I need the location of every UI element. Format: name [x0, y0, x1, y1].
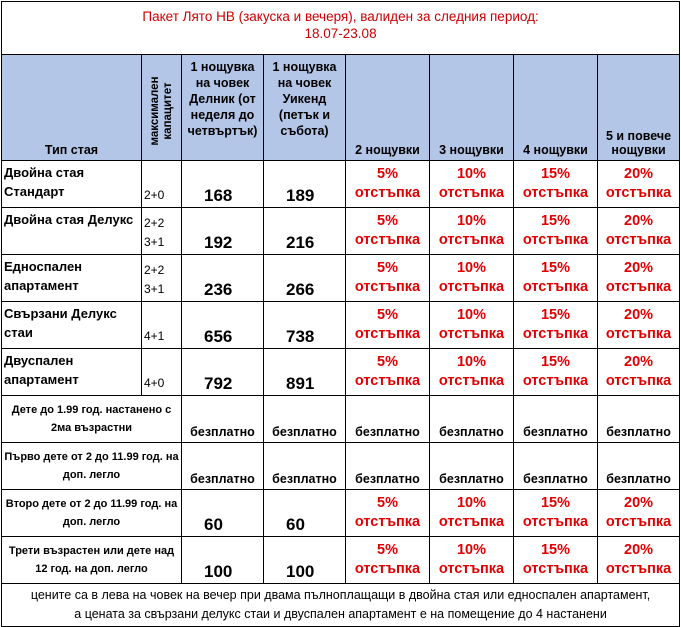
discount-percent: 10%	[456, 166, 487, 182]
footer-line-2: а цената за свързани делукс стаи и двуспален апартамент е на помещение до 4 настанени	[74, 607, 607, 621]
room-name: Двойна стая Стандарт	[2, 161, 142, 208]
discount-2-nights	[346, 161, 430, 208]
room-name: Двойна стая Делукс	[2, 208, 142, 255]
free-price: безплатно	[346, 443, 430, 490]
price-table	[1, 1, 680, 627]
weekend-price: 266	[264, 255, 346, 302]
discount-percent: 15%	[540, 213, 571, 229]
discount-percent: 15%	[540, 495, 571, 511]
discount-label: отстъпка	[354, 185, 421, 201]
weekend-price: 891	[264, 349, 346, 396]
discount-3-nights	[430, 349, 514, 396]
weekday-price: 100	[182, 537, 264, 584]
discount-percent: 10%	[456, 542, 487, 558]
header-row	[2, 55, 680, 161]
header-weekend: 1 нощувка на човек Уикенд (петък и събота)	[264, 55, 346, 161]
header-weekday: 1 нощувка на човек Делник (от неделя до четвъртък)	[182, 55, 264, 161]
capacity-value: 2+2	[144, 263, 165, 277]
discount-percent: 15%	[540, 166, 571, 182]
room-name: Свързани Делукс стаи	[2, 302, 142, 349]
weekday-price: 60	[182, 490, 264, 537]
discount-percent: 15%	[540, 542, 571, 558]
discount-label: отстъпка	[354, 279, 421, 295]
discount-label: отстъпка	[354, 232, 421, 248]
discount-percent: 10%	[456, 260, 487, 276]
header-max-capacity	[142, 55, 182, 161]
title-line-2: 18.07-23.08	[304, 26, 377, 41]
discount-percent: 20%	[624, 166, 654, 182]
discount-3-nights	[430, 161, 514, 208]
child-row	[2, 443, 680, 490]
free-price: безплатно	[182, 443, 264, 490]
header-max-capacity-line-2: капацитет	[161, 82, 174, 140]
discount-5-plus-nights	[598, 255, 680, 302]
discount-2-nights	[346, 349, 430, 396]
weekday-price: 236	[182, 255, 264, 302]
capacity-value: 3+1	[144, 235, 165, 249]
discount-label: отстъпка	[605, 373, 672, 389]
room-row	[2, 208, 680, 255]
discount-2-nights	[346, 255, 430, 302]
discount-2-nights	[346, 208, 430, 255]
discount-label: отстъпка	[605, 514, 672, 530]
discount-percent: 20%	[624, 213, 654, 229]
free-price: безплатно	[598, 443, 680, 490]
discount-5-plus-nights	[598, 490, 680, 537]
discount-label: отстъпка	[522, 232, 589, 248]
weekday-price: 168	[182, 161, 264, 208]
weekend-price: 189	[264, 161, 346, 208]
room-row	[2, 255, 680, 302]
discount-label: отстъпка	[605, 279, 672, 295]
discount-label: отстъпка	[605, 232, 672, 248]
header-4-nights: 4 нощувки	[514, 55, 598, 161]
discount-percent: 5%	[377, 354, 398, 370]
discount-label: отстъпка	[438, 514, 505, 530]
capacity-value: 2+2	[144, 216, 165, 230]
child-category: Второ дете от 2 до 11.99 год. на доп. легло	[2, 490, 182, 537]
discount-percent: 10%	[456, 495, 487, 511]
room-row	[2, 161, 680, 208]
discount-2-nights	[346, 537, 430, 584]
capacity-value: 4+0	[144, 376, 165, 390]
discount-percent: 20%	[624, 260, 654, 276]
header-2-nights: 2 нощувки	[346, 55, 430, 161]
weekend-price: 216	[264, 208, 346, 255]
discount-5-plus-nights	[598, 537, 680, 584]
title-row	[2, 2, 680, 55]
discount-5-plus-nights	[598, 161, 680, 208]
room-row	[2, 302, 680, 349]
weekend-price: 60	[264, 490, 346, 537]
weekday-price: 192	[182, 208, 264, 255]
discount-percent: 20%	[624, 495, 654, 511]
child-category: Трети възрастен или дете над 12 год. на доп. легло	[2, 537, 182, 584]
title-line-1: Пакет Лято НВ (закуска и вечеря), валиден за следния период:	[142, 9, 539, 24]
weekday-price: 656	[182, 302, 264, 349]
discount-percent: 10%	[456, 354, 487, 370]
discount-4-nights	[514, 302, 598, 349]
discount-4-nights	[514, 208, 598, 255]
discount-percent: 5%	[377, 495, 398, 511]
free-price: безплатно	[598, 396, 680, 443]
discount-label: отстъпка	[354, 561, 421, 577]
discount-4-nights	[514, 537, 598, 584]
discount-label: отстъпка	[522, 561, 589, 577]
discount-label: отстъпка	[354, 326, 421, 342]
free-price: безплатно	[430, 443, 514, 490]
discount-label: отстъпка	[522, 373, 589, 389]
table-title	[2, 2, 680, 55]
free-price: безплатно	[430, 396, 514, 443]
discount-2-nights	[346, 302, 430, 349]
discount-label: отстъпка	[605, 185, 672, 201]
room-capacity	[142, 349, 182, 396]
footer-note	[2, 584, 680, 627]
free-price: безплатно	[182, 396, 264, 443]
discount-label: отстъпка	[522, 326, 589, 342]
discount-4-nights	[514, 255, 598, 302]
discount-label: отстъпка	[438, 326, 505, 342]
free-price: безплатно	[514, 396, 598, 443]
discount-percent: 15%	[540, 354, 571, 370]
discount-5-plus-nights	[598, 349, 680, 396]
header-5-plus-nights: 5 и повече нощувки	[598, 55, 680, 161]
capacity-value: 4+1	[144, 329, 165, 343]
weekend-price: 100	[264, 537, 346, 584]
discount-label: отстъпка	[438, 373, 505, 389]
discount-5-plus-nights	[598, 208, 680, 255]
header-max-capacity-line-1: максимален	[148, 76, 161, 146]
free-price: безплатно	[346, 396, 430, 443]
discount-label: отстъпка	[605, 561, 672, 577]
room-name: Едноспален апартамент	[2, 255, 142, 302]
discount-percent: 5%	[377, 213, 398, 229]
weekday-price: 792	[182, 349, 264, 396]
discount-5-plus-nights	[598, 302, 680, 349]
room-capacity	[142, 208, 182, 255]
discount-4-nights	[514, 349, 598, 396]
discount-percent: 20%	[624, 542, 654, 558]
room-capacity	[142, 255, 182, 302]
room-name: Двуспален апартамент	[2, 349, 142, 396]
header-room-type: Тип стая	[2, 55, 142, 161]
discount-percent: 15%	[540, 307, 571, 323]
discount-label: отстъпка	[354, 514, 421, 530]
discount-percent: 5%	[377, 260, 398, 276]
discount-percent: 5%	[377, 307, 398, 323]
free-price: безплатно	[264, 396, 346, 443]
discount-4-nights	[514, 490, 598, 537]
child-category: Първо дете от 2 до 11.99 год. на доп. легло	[2, 443, 182, 490]
weekend-price: 738	[264, 302, 346, 349]
capacity-value: 3+1	[144, 282, 165, 296]
discount-label: отстъпка	[605, 326, 672, 342]
child-category: Дете до 1.99 год. настанено с 2ма възрастни	[2, 396, 182, 443]
footer-row	[2, 584, 680, 627]
discount-4-nights	[514, 161, 598, 208]
child-row	[2, 537, 680, 584]
room-capacity	[142, 302, 182, 349]
discount-percent: 15%	[540, 260, 571, 276]
header-3-nights: 3 нощувки	[430, 55, 514, 161]
discount-percent: 20%	[624, 307, 654, 323]
discount-3-nights	[430, 490, 514, 537]
discount-3-nights	[430, 255, 514, 302]
discount-label: отстъпка	[354, 373, 421, 389]
child-row	[2, 396, 680, 443]
free-price: безплатно	[264, 443, 346, 490]
discount-label: отстъпка	[522, 514, 589, 530]
room-capacity	[142, 161, 182, 208]
discount-percent: 5%	[377, 166, 398, 182]
discount-3-nights	[430, 302, 514, 349]
discount-label: отстъпка	[438, 561, 505, 577]
discount-percent: 10%	[456, 307, 487, 323]
discount-3-nights	[430, 208, 514, 255]
capacity-value: 2+0	[144, 188, 165, 202]
discount-label: отстъпка	[438, 232, 505, 248]
footer-line-1: цените са в лева на човек на вечер при двама пълноплащащи в двойна стая или едноспален апартамент,	[30, 588, 651, 602]
discount-2-nights	[346, 490, 430, 537]
discount-label: отстъпка	[522, 279, 589, 295]
discount-label: отстъпка	[438, 185, 505, 201]
room-row	[2, 349, 680, 396]
free-price: безплатно	[514, 443, 598, 490]
discount-label: отстъпка	[438, 279, 505, 295]
discount-percent: 5%	[377, 542, 398, 558]
child-row	[2, 490, 680, 537]
discount-label: отстъпка	[522, 185, 589, 201]
discount-percent: 10%	[456, 213, 487, 229]
discount-3-nights	[430, 537, 514, 584]
discount-percent: 20%	[624, 354, 654, 370]
